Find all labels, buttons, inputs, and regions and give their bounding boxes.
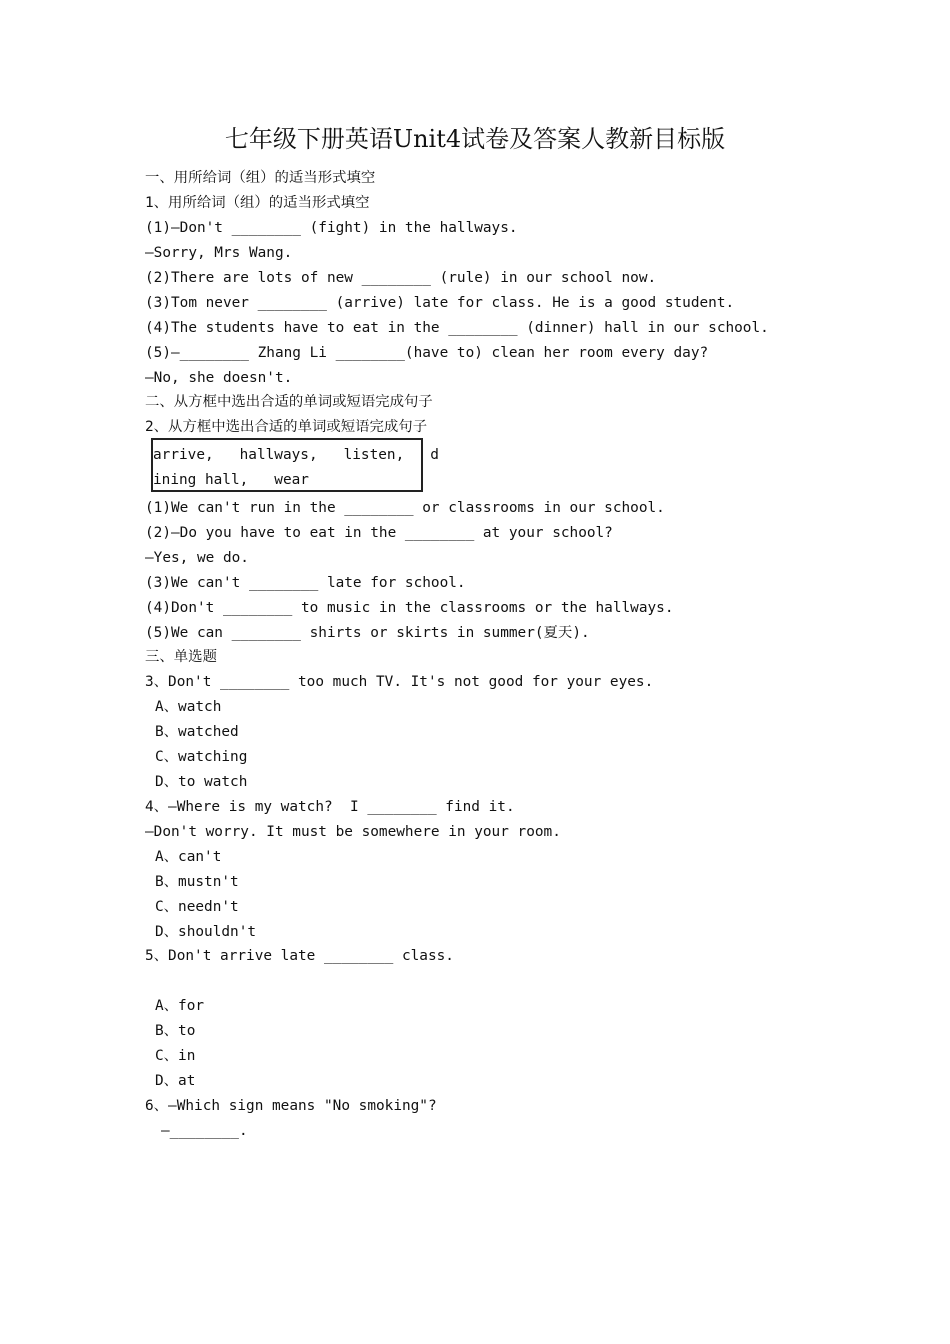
fill-line: (1)We can't run in the ________ or classrooms in our school. [145,500,665,516]
section-heading-2: 二、从方框中选出合适的单词或短语完成句子 [145,394,433,410]
fill-line: (5)—________ Zhang Li ________(have to) clean her room every day? [145,345,709,361]
option-a: A、watch [155,699,222,715]
fill-line: (2)There are lots of new ________ (rule) in our school now. [145,270,657,286]
option-a: A、can't [155,849,222,865]
fill-line: (3)We can't ________ late for school. [145,575,466,591]
option-d: D、to watch [155,774,248,790]
option-c: C、in [155,1048,196,1064]
section-heading-3: 三、单选题 [145,649,217,665]
question-stem: 5、Don't arrive late ________ class. [145,948,454,964]
option-d: D、shouldn't [155,924,257,940]
question-stem: —Don't worry. It must be somewhere in your room. [145,824,561,840]
fill-line: (1)—Don't ________ (fight) in the hallways. [145,220,518,236]
option-b: B、mustn't [155,874,239,890]
fill-line: (4)Don't ________ to music in the classrooms or the hallways. [145,600,674,616]
fill-line: (4)The students have to eat in the ________ (dinner) hall in our school. [145,320,769,336]
word-box-line: arrive, hallways, listen, d [153,447,439,463]
option-b: B、to [155,1023,196,1039]
fill-line: (3)Tom never ________ (arrive) late for class. He is a good student. [145,295,735,311]
question-stem: 6、—Which sign means "No smoking"? [145,1098,437,1114]
question-stem: 4、—Where is my watch? I ________ find it. [145,799,515,815]
option-d: D、at [155,1073,196,1089]
answer-line: —________. [161,1123,248,1139]
option-c: C、needn't [155,899,239,915]
fill-line: (2)—Do you have to eat in the ________ at your school? [145,525,613,541]
question-heading-2: 2、从方框中选出合适的单词或短语完成句子 [145,419,428,435]
option-a: A、for [155,998,205,1014]
fill-line: —Sorry, Mrs Wang. [145,245,293,261]
page-title: 七年级下册英语Unit4试卷及答案人教新目标版 [224,125,726,153]
fill-line: —Yes, we do. [145,550,249,566]
section-heading-1: 一、用所给词（组）的适当形式填空 [145,170,376,186]
word-box-line: ining hall, wear [153,472,309,488]
option-c: C、watching [155,749,248,765]
fill-line: —No, she doesn't. [145,370,293,386]
question-stem: 3、Don't ________ too much TV. It's not good for your eyes. [145,674,654,690]
question-heading-1: 1、用所给词（组）的适当形式填空 [145,195,370,211]
option-b: B、watched [155,724,239,740]
fill-line: (5)We can ________ shirts or skirts in summer(夏天). [145,625,590,641]
